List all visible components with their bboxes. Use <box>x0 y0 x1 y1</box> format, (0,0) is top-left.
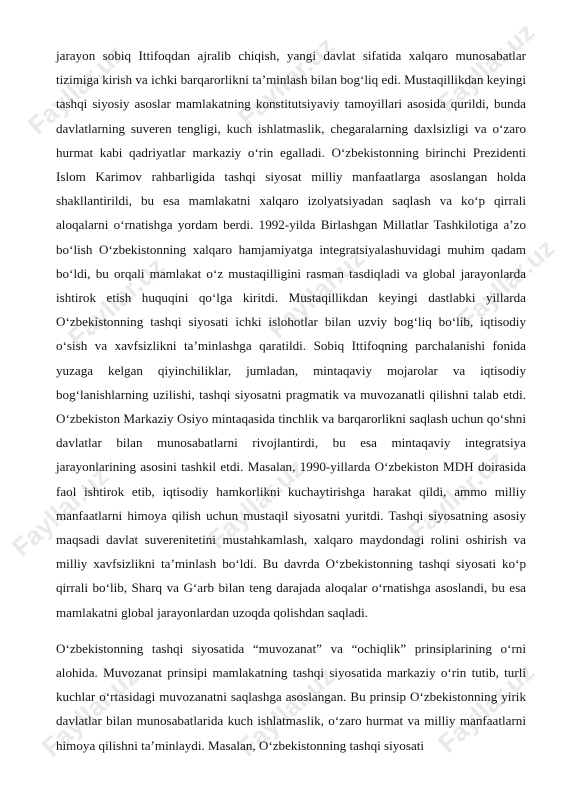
watermark: Fayllar.uz <box>402 444 511 547</box>
watermark: Fayllar.uz <box>202 452 311 555</box>
watermark: Fayllar.uz <box>232 30 341 133</box>
watermark: Fayllar.uz <box>36 660 145 763</box>
watermark: Fayllar.uz <box>432 16 541 119</box>
watermark: Fayllar.uz <box>262 242 371 345</box>
watermark: Fayllar.uz <box>232 660 341 763</box>
paragraph: O‘zbekistonning tashqi siyosatida “muvozanat” va “ochiqlik” prinsiplarining o‘rni alohida. Muvozanat prinsipi mamlakatning tashqi siyosatida markaziy o‘rin tutib, turli kuchlar o‘rtasidagi muvozanatni saqlashga asoslangan. Bu prinsip O‘zbekistonning yirik davlatlar bilan munosabatlarida kuch ishlatmaslik, o‘zaro hurmat va milliy manfaatlarni himoya qilishni ta’minlaydi. Masalan, O‘zbekistonning tashqi siyosati <box>56 640 526 753</box>
watermark: Fayllar.uz <box>6 460 115 563</box>
watermark: Fayllar.uz <box>22 38 131 141</box>
watermark: Fayllar.uz <box>62 250 171 353</box>
watermark: Fayllar.uz <box>432 656 541 759</box>
paragraph: jarayon sobiq Ittifoqdan ajralib chiqish, yangi davlat sifatida xalqaro munosabatlar tizimiga kirish va ichki barqarorlikni ta’minlash bilan bog‘liq edi. Mustaqillikdan keyingi tashqi siyosiy asoslar mamlakatning konstitutsiyaviy tamoyillari asosida qurildi, bunda davlatlarning suveren tengligi, kuch ishlatmaslik, chegaralarning daxlsizligi va o‘zaro hurmat kabi qadriyatlar markaziy o‘rin egalladi. O‘zbekistonning birinchi Prezidenti Islom Karimov rahbarligida tashqi siyosat milliy manfaatlarga asoslangan holda shakllantirildi, bu esa mamlakatni xalqaro izolyatsiyadan saqlash va ko‘p qirrali aloqalarni o‘rnatishga yordam berdi. 1992-yilda Birlashgan Millatlar Tashkilotiga a’zo bo‘lish O‘zbekistonning xalqaro hamjamiyatga integratsiyalashuvidagi muhim qadam bo‘ldi, bu orqali mamlakat o‘z mustaqilligini rasman tasdiqladi va global jarayonlarda ishtirok etish huquqini qo‘lga kiritdi. Mustaqillikdan keyingi dastlabki yillarda O‘zbekistonning tashqi siyosati ichki islohotlar bilan uzviy bog‘liq bo‘lib, iqtisodiy o‘sish va xavfsizlikni ta’minlashga qaratildi. Sobiq Ittifoqning parchalanishi fonida yuzaga kelgan qiyinchiliklar, jumladan, mintaqaviy mojarolar va iqtisodiy bog‘lanishlarning uzilishi, tashqi siyosatni pragmatik va muvozanatli qilishni talab etdi. O‘zbekiston Markaziy Osiyo mintaqasida tinchlik va barqarorlikni saqlash uchun qo‘shni davlatlar bilan munosabatlarni rivojlantirdi, bu esa mintaqaviy integratsiya jarayonlarining asosini tashkil etdi. Masalan, 1990-yillarda O‘zbekiston MDH doirasida faol ishtirok etib, iqtisodiy hamkorlikni kuchaytirishga harakat qildi, ammo milliy manfaatlarni himoya qilish uchun mustaqil siyosatni yuritdi. Tashqi siyosatning asosiy maqsadi davlat suverenitetini mustahkamlash, xalqaro maydondagi rolini oshirish va milliy xavfsizlikni ta’minlash bo‘ldi. Bu davrda O‘zbekistonning tashqi siyosati ko‘p qirrali bo‘lib, Sharq va G‘arb bilan teng darajada aloqalar o‘rnatishga asoslandi, bu esa mamlakatni global jarayonlardan uzoqda qolishdan saqladi. <box>56 48 526 620</box>
watermark: Fayllar.uz <box>452 232 561 335</box>
document-body <box>56 44 526 758</box>
